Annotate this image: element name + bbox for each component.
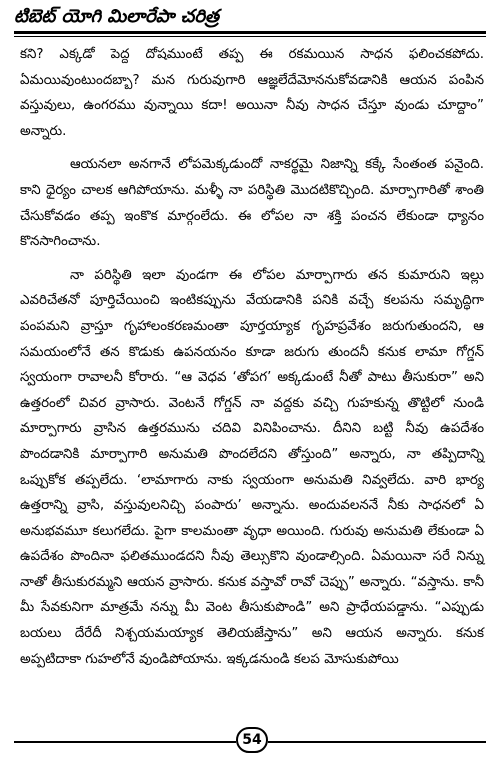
paragraph: నా పరిస్థితి ఇలా వుండగా ఈ లోపల మార్పాగారు తన కుమారుని ఇల్లు ఎవరిచేతనో పూర్తిచేయించి ఇంటికప్పును వేయడానికి పనికి వచ్చే కలపను సమృద్ధిగా పంపమని వ్రాస్తూ గృహాలంకరణమంతా పూర్తయ్యాక గృహప్రవేశం జరుగుతుందని, ఆ సమయంలోనే తన కొడుకు ఉపనయనం కూడా జరుగు తుందనీ కనుక లామా గోగ్డన్ స్వయంగా రావాలనీ కోరారు. “ఆ వెధవ ‘తోపగ’ అక్కడుంటే నీతో పాటు తీసుకురా” అని ఉత్తరంలో చివర వ్రాసారు. వెంటనే గోగ్డన్ నా వద్దకు వచ్చి గుహకున్న తొట్టిలో నుండి మార్పాగారు వ్రాసిన ఉత్తరమును చదివి వినిపించాను. దీనిని బట్టి నీవు ఉపదేశం పొందడానికి మార్పాగారి అనుమతి పొందలేదని తోస్తుంది” అన్నారు, నా తప్పిదాన్ని ఒప్పుకోక తప్పలేదు. ‘లామాగారు నాకు స్వయంగా అనుమతి నివ్వలేదు. వారి భార్య ఉత్తరాన్ని వ్రాసి, వస్తువులనిచ్చి పంపారు’ అన్నాను. అందువలననే నీకు సాధనలో ఏ అనుభవమూ కలుగలేదు. పైగా కాలమంతా వృధా అయింది. గురువు అనుమతి లేకుండా ఏ ఉపదేశం పొందినా ఫలితముండదని నీవు తెల్సుకొని వుండాల్సింది. ఏమయినా సరే నిన్ను నాతో తీసుకురమ్మని ఆయన వ్రాసారు. కనుక వస్తావో రావో చెప్పు” అన్నారు. “వస్తాను. కానీ మీ సేవకునిగా మాత్రమే నన్ను మీ వెంట తీసుకుపొండి” అని ప్రాధేయపడ్డాను. “ఎప్పుడు బయలు దేరేదీ నిశ్చయమయ్యాక తెలియజేస్తాను” అని ఆయన అన్నారు. కనుక అప్పటిదాకా గుహలోనే వుండిపోయాను. ఇక్కడనుండి కలప మోసుకుపోయి — [20, 267, 484, 667]
paragraph: ఆయనలా అనగానే లోపమెక్కడుందో నాకర్థమై నిజాన్ని కక్కే సేంతంత పనైంది. కాని ధైర్యం చాలక ఆగిపోయాను. మళ్ళీ నా పరిస్థితి మొదటికొచ్చింది. మార్పాగారితో శాంతి చేసుకోవడం తప్ప ఇంకొక మార్గంలేదు. ఈ లోపల నా శక్తి పంచన లేకుండా ధ్యానం కొనసాగించాను. — [20, 157, 484, 250]
body-text — [20, 42, 484, 680]
header-rule-thick — [14, 31, 486, 34]
page-number: 54 — [236, 727, 268, 753]
book-title: టిబెట్ యోగి మిలారేపా చరిత్ర — [14, 6, 219, 27]
page-header — [14, 4, 486, 38]
footer-rule-right — [268, 741, 486, 743]
footer-rule-left — [14, 741, 236, 743]
header-rule-thin — [14, 36, 486, 37]
paragraph: కని? ఎక్కడో పెద్ద దోషముంటే తప్ప ఈ రకమయిన సాధన ఫలించకపోదు. ఏమయివుంటుందబ్బా? మన గురువుగారి ఆజ్ఞలేదేమోననుకోవడానికి ఆయన పంపిన వస్తువులు, ఉంగరము వున్నాయి కదా! అయినా నీవు సాధన చేస్తూ వుండు చూద్దాం” అన్నారు. — [20, 47, 484, 139]
page-footer — [0, 725, 500, 755]
